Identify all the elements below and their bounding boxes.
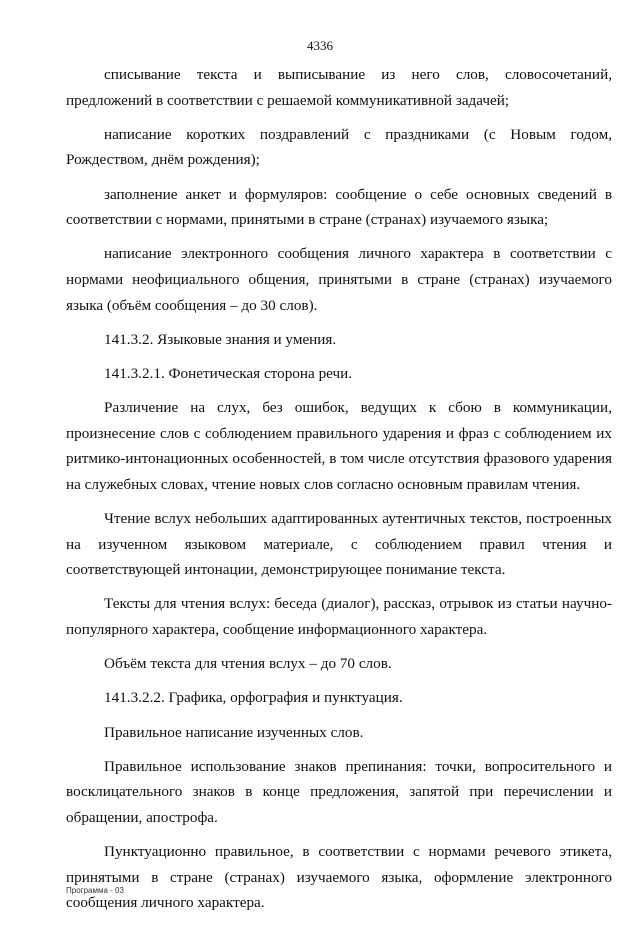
paragraph: Тексты для чтения вслух: беседа (диалог), рассказ, отрывок из статьи научно-популярного характера, сообщение информационного характера. (66, 595, 612, 639)
paragraph: Объём текста для чтения вслух – до 70 слов. (104, 655, 392, 673)
section-heading: 141.3.2. Языковые знания и умения. (104, 330, 337, 348)
paragraph: заполнение анкет и формуляров: сообщение о себе основных сведений в соответствии с нормами, принятыми в стране (странах) изучаемого языка; (66, 185, 612, 229)
paragraph: написание электронного сообщения личного характера в соответствии с нормами неофициального общения, принятыми в стране (странах) изучаемого языка (объём сообщения – до 30 слов). (66, 245, 612, 314)
section-heading: 141.3.2.2. Графика, орфография и пунктуация. (104, 689, 403, 707)
paragraph: написание коротких поздравлений с праздниками (с Новым годом, Рождеством, днём рождения); (66, 125, 612, 169)
section-heading: 141.3.2.1. Фонетическая сторона речи. (104, 364, 353, 382)
document-body (66, 62, 612, 925)
paragraph: Правильное написание изученных слов. (104, 723, 364, 741)
paragraph: Правильное использование знаков препинания: точки, вопросительного и восклицательного знаков в конце предложения, запятой при перечислении и обращении, апострофа. (66, 757, 612, 826)
paragraph: Различение на слух, без ошибок, ведущих к сбою в коммуникации, произнесение слов с соблюдением правильного ударения и фраз с соблюдением их ритмико-интонационных особенностей, в том числе отсутствия фразового ударения на служебных словах, чтение новых слов согласно основным правилам чтения. (66, 399, 612, 493)
page-number: 4336 (307, 38, 333, 53)
paragraph: списывание текста и выписывание из него слов, словосочетаний, предложений в соответствии с решаемой коммуникативной задачей; (66, 66, 612, 109)
footer-label: Программа - 03 (66, 886, 124, 895)
paragraph: Чтение вслух небольших адаптированных аутентичных текстов, построенных на изученном языковом материале, с соблюдением правил чтения и соответствующей интонации, демонстрирующее понимание текста. (66, 510, 612, 579)
paragraph: Пунктуационно правильное, в соответствии с нормами речевого этикета, принятыми в стране (странах) изучаемого языка, оформление электронного сообщения личного характера. (66, 843, 612, 912)
